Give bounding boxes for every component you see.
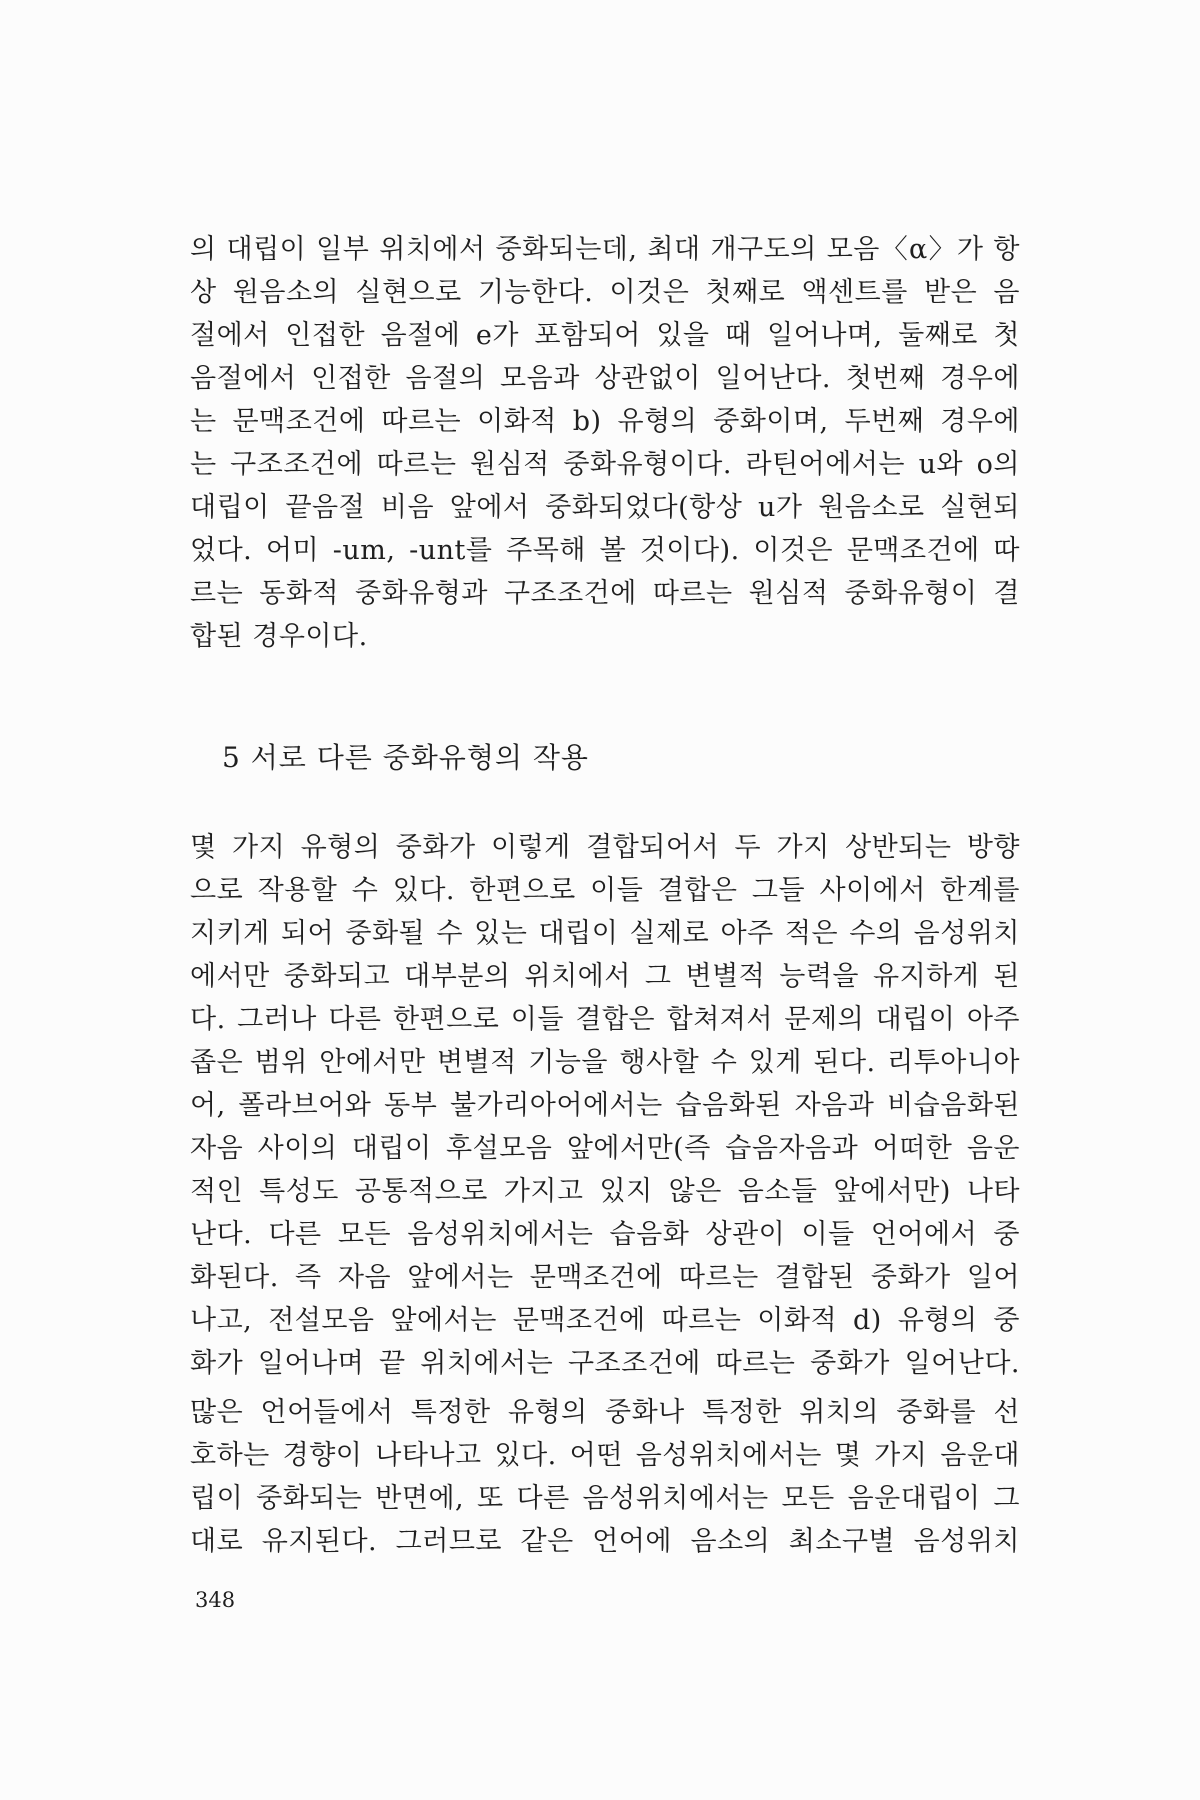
text-line: 어, 폴라브어와 동부 불가리아어에서는 습음화된 자음과 비습음화된: [190, 1090, 1020, 1121]
section-heading: 5 서로 다른 중화유형의 작용: [222, 741, 589, 774]
text-line: 대로 유지된다. 그러므로 같은 언어에 음소의 최소구별 음성위치: [190, 1526, 1020, 1557]
text-line: 다. 그러나 다른 한편으로 이들 결합은 합쳐져서 문제의 대립이 아주: [190, 1004, 1020, 1035]
text-line: 나고, 전설모음 앞에서는 문맥조건에 따르는 이화적 d) 유형의 중: [190, 1305, 1020, 1336]
text-line: 음절에서 인접한 음절의 모음과 상관없이 일어난다. 첫번째 경우에: [190, 363, 1020, 394]
text-line: 에서만 중화되고 대부분의 위치에서 그 변별적 능력을 유지하게 된: [190, 961, 1020, 992]
page-number: 348: [195, 1588, 236, 1612]
paragraph-3: [190, 1391, 1020, 1563]
text-line: 었다. 어미 -um, -unt를 주목해 볼 것이다). 이것은 문맥조건에 따: [190, 535, 1020, 566]
text-line: 는 구조조건에 따르는 원심적 중화유형이다. 라틴어에서는 u와 o의: [190, 449, 1020, 480]
text-line: 난다. 다른 모든 음성위치에서는 습음화 상관이 이들 언어에서 중: [190, 1219, 1020, 1250]
text-line: 절에서 인접한 음절에 e가 포함되어 있을 때 일어나며, 둘째로 첫: [190, 320, 1020, 351]
text-line: 으로 작용할 수 있다. 한편으로 이들 결합은 그들 사이에서 한계를: [190, 875, 1020, 906]
text-line: 는 문맥조건에 따르는 이화적 b) 유형의 중화이며, 두번째 경우에: [190, 406, 1020, 437]
text-line: 립이 중화되는 반면에, 또 다른 음성위치에서는 모든 음운대립이 그: [190, 1483, 1020, 1514]
paragraph-2: [190, 826, 1020, 1385]
text-line: 대립이 끝음절 비음 앞에서 중화되었다(항상 u가 원음소로 실현되: [190, 492, 1020, 523]
text-line: 르는 동화적 중화유형과 구조조건에 따르는 원심적 중화유형이 결: [190, 578, 1020, 609]
text-line: 의 대립이 일부 위치에서 중화되는데, 최대 개구도의 모음〈α〉가 항: [190, 234, 1020, 265]
text-line: 호하는 경향이 나타나고 있다. 어떤 음성위치에서는 몇 가지 음운대: [190, 1440, 1020, 1471]
text-line: 자음 사이의 대립이 후설모음 앞에서만(즉 습음자음과 어떠한 음운: [190, 1133, 1020, 1164]
paragraph-1: [190, 228, 1020, 658]
text-line: 적인 특성도 공통적으로 가지고 있지 않은 음소들 앞에서만) 나타: [190, 1176, 1020, 1207]
text-line: 상 원음소의 실현으로 기능한다. 이것은 첫째로 액센트를 받은 음: [190, 277, 1020, 308]
text-line: 좁은 범위 안에서만 변별적 기능을 행사할 수 있게 된다. 리투아니아: [190, 1047, 1020, 1078]
text-line: 합된 경우이다.: [190, 621, 368, 652]
text-line: 화가 일어나며 끝 위치에서는 구조조건에 따르는 중화가 일어난다.: [190, 1348, 1020, 1379]
text-line: 화된다. 즉 자음 앞에서는 문맥조건에 따르는 결합된 중화가 일어: [190, 1262, 1020, 1293]
text-line: 많은 언어들에서 특정한 유형의 중화나 특정한 위치의 중화를 선: [190, 1397, 1020, 1428]
text-line: 몇 가지 유형의 중화가 이렇게 결합되어서 두 가지 상반되는 방향: [190, 832, 1020, 863]
text-line: 지키게 되어 중화될 수 있는 대립이 실제로 아주 적은 수의 음성위치: [190, 918, 1020, 949]
